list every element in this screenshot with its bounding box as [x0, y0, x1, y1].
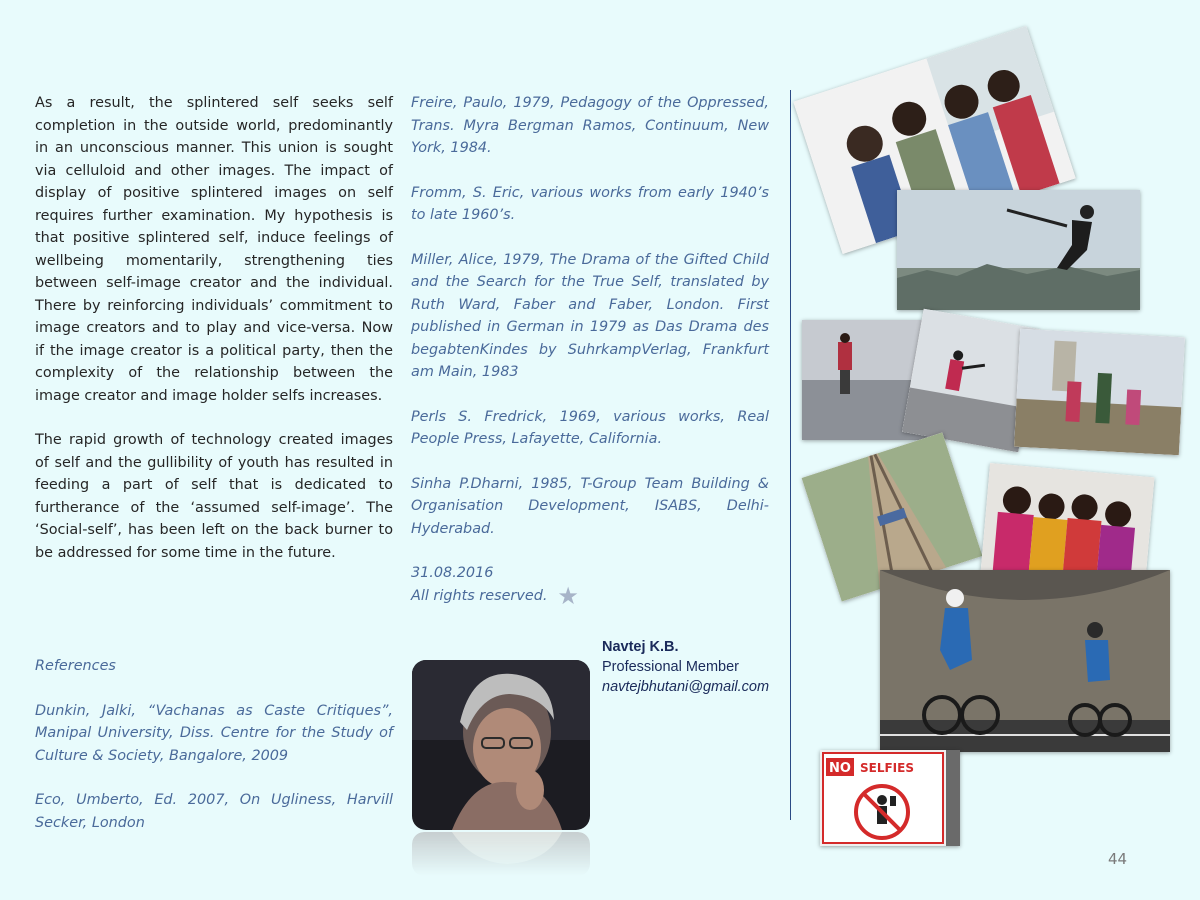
author-name: Navtej K.B.: [602, 639, 679, 655]
references-left: [35, 655, 393, 856]
reference-item: Freire, Paulo, 1979, Pedagogy of the Oppressed, Trans. Myra Bergman Ramos, Continuum, New York, 1984.: [411, 95, 769, 156]
reference-item: Eco, Umberto, Ed. 2007, On Ugliness, Harvill Secker, London: [35, 792, 393, 831]
author-portrait: [412, 660, 590, 830]
portrait-reflection: [412, 832, 590, 876]
date: 31.08.2016: [411, 565, 494, 581]
body-text-column: [35, 92, 393, 586]
rights-line: [411, 581, 769, 610]
references-heading: References: [35, 658, 116, 674]
star-icon: ★: [557, 581, 579, 610]
author-email[interactable]: navtejbhutani@gmail.com: [602, 679, 770, 695]
author-role: Professional Member: [602, 659, 739, 675]
sign-no-label: NO: [829, 761, 851, 776]
date-block: [411, 562, 769, 610]
sign-selfies-label: SELFIES: [860, 761, 914, 775]
women-selfie-photo: [981, 463, 1155, 587]
no-selfies-sign: [820, 750, 960, 846]
reference-item: Fromm, S. Eric, various works from early 1940’s to late 1960’s.: [411, 184, 769, 223]
author-block: [602, 637, 802, 697]
body-paragraph-2: The rapid growth of technology created images of self and the gullibility of youth has resulted in feeding a part of self that is dedicated to furtherance of the ‘assumed self-image’. The ‘Social-self’, has been left on the back burner to be addressed for some time in the future.: [35, 432, 393, 561]
references-right: [411, 92, 769, 610]
cyclists-photo: [880, 570, 1170, 752]
skyline-selfie-photo: [897, 190, 1140, 310]
reference-item: Perls S. Fredrick, 1969, various works, Real People Press, Lafayette, California.: [411, 408, 769, 447]
reference-item: Sinha P.Dharni, 1985, T-Group Team Building & Organisation Development, ISABS, Delhi-Hyderabad.: [411, 475, 769, 537]
page-number: 44: [1108, 850, 1128, 868]
reference-item: Miller, Alice, 1979, The Drama of the Gifted Child and the Search for the True Self, translated by Ruth Ward, Faber and Faber, London. First published in German in 1979 as Das Drama des begabtenKindes by SuhrkampVerlag, Frankfurt am Main, 1983: [411, 251, 769, 380]
family-photo: [1014, 329, 1185, 455]
body-paragraph-1: As a result, the splintered self seeks self completion in the outside world, predominantly in an unconscious manner. This union is sought via celluloid and other images. The impact of display of positive splintered images on self requires further examination. My hypothesis is that positive splintered self, induce feelings of wellbeing momentarily, strengthening ties between self-image creator and the individual. There by reinforcing individuals’ commitment to image creators and to play and vice-versa. Now if the image creator is a political party, then the complexity of the relationship between the image creator and image holder selfs increases.: [35, 95, 393, 404]
rights-text: All rights reserved.: [411, 587, 548, 604]
reference-item: Dunkin, Jalki, “Vachanas as Caste Critiques”, Manipal University, Diss. Centre for the Study of Culture & Society, Bangalore, 2009: [35, 702, 393, 764]
column-divider: [790, 90, 791, 820]
